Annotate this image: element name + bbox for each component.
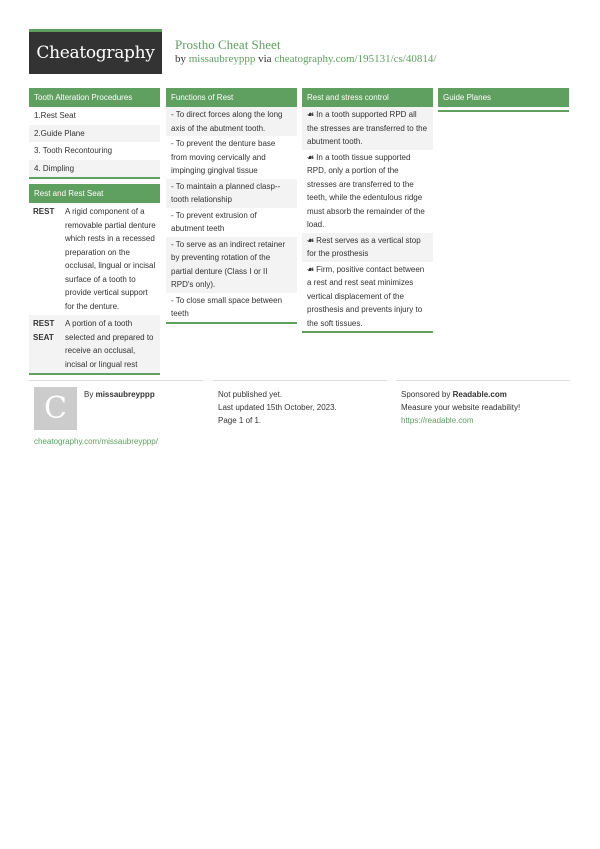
section-header: Functions of Rest <box>166 88 297 107</box>
section-header: Rest and stress control <box>302 88 433 107</box>
rest-seat-section <box>29 184 160 375</box>
list-item: - To close small space between teeth <box>171 295 283 318</box>
last-updated: Last updated 15th October, 2023. <box>218 403 337 412</box>
functions-section <box>166 88 297 324</box>
list-item: - To direct forces along the long axis of the abutment tooth. <box>166 107 297 136</box>
cheatography-logo[interactable] <box>29 29 162 74</box>
column-2 <box>166 88 297 324</box>
footer-author-link[interactable]: missaubreyppp <box>95 390 155 399</box>
column-1 <box>29 88 160 375</box>
list-item <box>302 107 433 150</box>
sponsor-link[interactable]: Readable.com <box>452 390 507 399</box>
profile-link[interactable]: cheatography.com/missaubreyppp/ <box>34 437 158 446</box>
by-label: By <box>84 390 94 399</box>
column-3 <box>302 88 433 333</box>
list-item <box>302 233 433 262</box>
logo-text: Cheatography <box>36 43 155 63</box>
definition-row <box>29 203 160 315</box>
definition-term: REST <box>33 207 55 216</box>
list-item: 1.Rest Seat <box>34 111 76 120</box>
footer-divider <box>396 380 570 381</box>
list-item-text: Firm, positive contact between a rest and rest seat minimizes vertical displacement of the prosthesis and prevents injury to the soft tissues. <box>307 264 425 328</box>
tooth-icon: ☙ <box>307 152 315 162</box>
tooth-icon: ☙ <box>307 264 315 274</box>
list-item: 2.Guide Plane <box>29 125 160 143</box>
section-header: Rest and Rest Seat <box>29 184 160 203</box>
published-status: Not published yet. <box>218 390 283 399</box>
list-item: - To maintain a planned clasp-- tooth relationship <box>166 179 297 208</box>
sponsor-label: Sponsored by <box>401 390 451 399</box>
list-item: 3. Tooth Recontouring <box>34 146 113 155</box>
sponsor-tagline: Measure your website readability! <box>401 403 521 412</box>
list-item-text: In a tooth tissue supported RPD, only a portion of the stresses are transferred to the teeth, while the edentulous ridge must absorb the remainder of the load. <box>307 152 425 229</box>
definition-term: REST SEAT <box>33 319 55 342</box>
guide-planes-section <box>438 88 569 112</box>
list-item-text: In a tooth supported RPD all the stresses are transferred to the abutment tooth. <box>307 110 428 146</box>
footer-meta <box>218 388 337 427</box>
avatar-letter: C <box>44 391 67 426</box>
footer-divider <box>29 380 203 381</box>
section-header: Tooth Alteration Procedures <box>29 88 160 107</box>
stress-control-section <box>302 88 433 333</box>
section-header: Guide Planes <box>438 88 569 107</box>
page-title: Prostho Cheat Sheet <box>175 37 281 52</box>
footer-author <box>84 388 155 401</box>
sheet-url-link[interactable]: cheatography.com/195131/cs/40814/ <box>274 53 437 65</box>
definition-text: A portion of a tooth selected and prepared to receive an occlusal, incisal or lingual rest <box>65 319 154 369</box>
page-count: Page 1 of 1. <box>218 416 262 425</box>
tooth-icon: ☙ <box>307 110 315 119</box>
author-link[interactable]: missaubreyppp <box>188 53 256 65</box>
list-item: 4. Dimpling <box>29 160 160 178</box>
definition-row <box>29 315 160 373</box>
list-item <box>302 262 433 332</box>
list-item: - To prevent extrusion of abutment teeth <box>171 210 257 233</box>
via-word: via <box>258 53 272 65</box>
list-item: - To serve as an indirect retainer by preventing rotation of the partial denture (Class I or II RPD's only). <box>166 237 297 293</box>
definition-text: A rigid component of a removable partial denture which rests in a recessed preparation on the occlusal, lingual or incisal surface of a tooth to provide vertical support for the denture. <box>65 207 156 311</box>
footer-sponsor <box>401 388 520 427</box>
sponsor-url[interactable]: https://readable.com <box>401 416 474 425</box>
by-word: by <box>175 53 186 65</box>
list-item <box>302 150 433 233</box>
list-item: - To prevent the denture base from moving cervically and impinging gingival tissue <box>171 139 276 175</box>
list-item-text: Rest serves as a vertical stop for the prosthesis <box>307 235 421 258</box>
tooth-icon: ☙ <box>307 235 315 245</box>
footer-divider <box>213 380 387 381</box>
tooth-alteration-section <box>29 88 160 179</box>
column-4 <box>438 88 569 112</box>
byline <box>175 53 436 65</box>
avatar[interactable] <box>34 387 77 430</box>
